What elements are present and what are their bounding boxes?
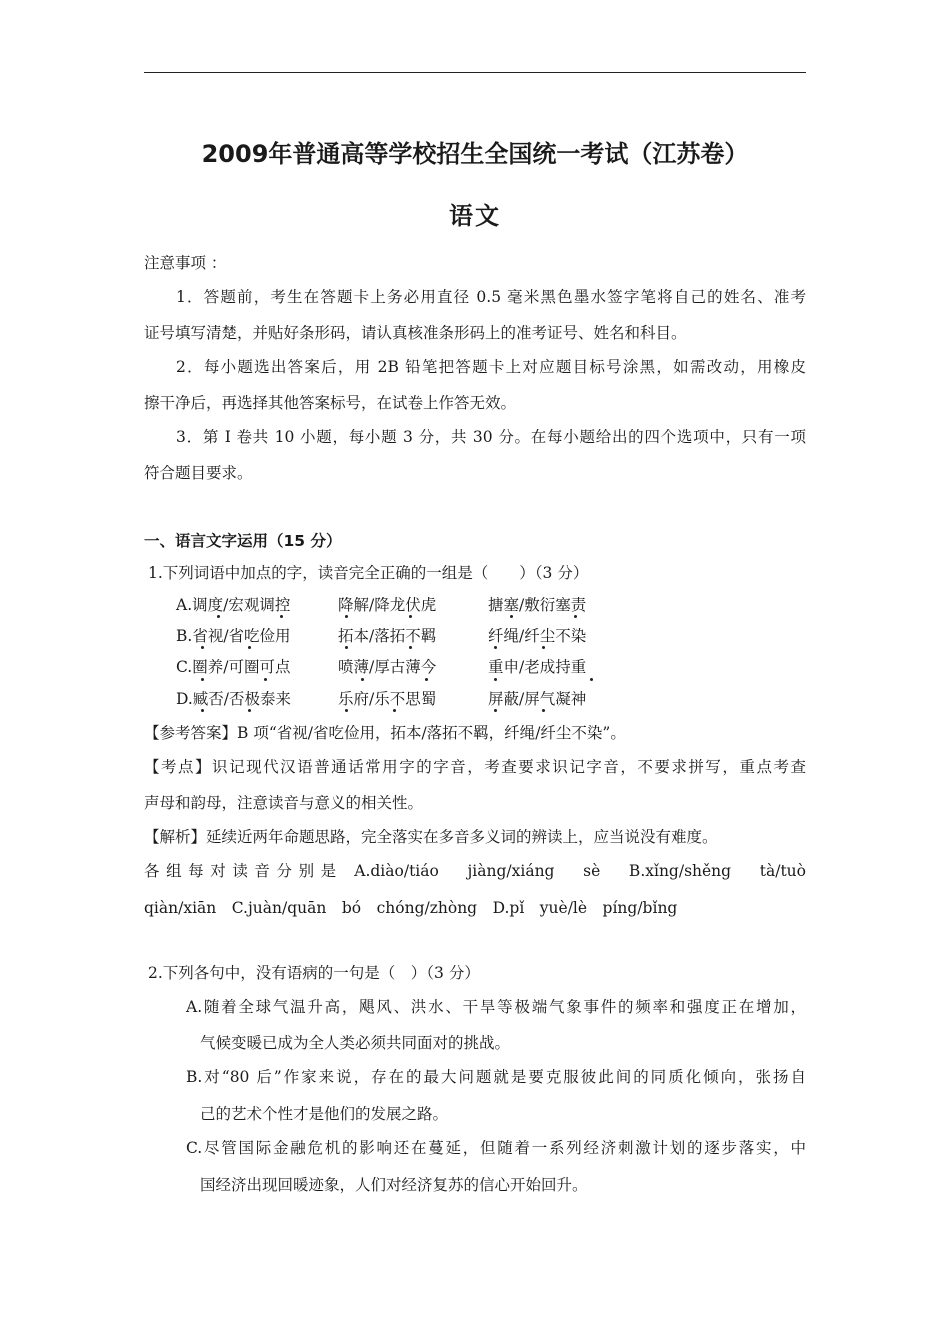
emphasis-dot — [345, 615, 348, 618]
emphasis-dot — [494, 678, 497, 681]
q1-stem: 1.下列词语中加点的字，读音完全正确的一组是（ ）（3 分） — [148, 564, 589, 582]
q1-option-b-2: 拓本/落拓不羁 — [338, 627, 437, 645]
emphasis-dot — [201, 709, 204, 712]
emphasis-dot — [201, 678, 204, 681]
q1-option-c-1: C.圈养/可圈可点 — [176, 658, 291, 676]
emphasis-dot — [248, 709, 251, 712]
q1-option-a-1: A.调度/宏观调控 — [176, 596, 291, 614]
subject-title: 语文 — [449, 202, 501, 230]
q1-pinyin-cont: qiàn/xiān C.juàn/quān bó chóng/zhòng D.pǐ yuè/lè píng/bǐng — [144, 899, 678, 917]
q1-answer: 【参考答案】B 项“省视/省吃俭用，拓本/落拓不羁，纤绳/纤尘不染”。 — [144, 724, 626, 742]
emphasis-dot — [201, 646, 204, 649]
notice-line: 证号填写清楚，并贴好条形码，请认真核准条形码上的准考证号、姓名和科目。 — [144, 324, 687, 342]
q1-option-c-3: 重申/老成持重 — [488, 658, 587, 676]
emphasis-dot — [542, 709, 545, 712]
emphasis-dot — [264, 678, 267, 681]
q1-option-d-1: D.臧否/否极泰来 — [176, 690, 292, 708]
section-heading: 一、语言文字运用（15 分） — [144, 532, 342, 550]
notice-heading: 注意事项 ： — [144, 254, 227, 272]
q2-option-a-cont: 气候变暖已成为全人类必须共同面对的挑战。 — [200, 1034, 511, 1052]
notice-line: 符合题目要求。 — [144, 464, 253, 482]
q1-point-cont: 声母和韵母，注意读音与意义的相关性。 — [144, 794, 424, 812]
emphasis-dot — [393, 709, 396, 712]
q1-option-b-3: 纤绳/纤尘不染 — [488, 627, 587, 645]
emphasis-dot — [248, 646, 251, 649]
top-rule — [144, 72, 806, 73]
emphasis-dot — [280, 615, 283, 618]
notice-line: 3．第 I 卷共 10 小题，每小题 3 分，共 30 分。在每小题给出的四个选项中，只有一项 — [176, 428, 806, 446]
q2-option-b: B.对“80 后”作家来说，存在的最大问题就是要克服彼此间的同质化倾向，张扬自 — [186, 1068, 806, 1086]
emphasis-dot — [409, 646, 412, 649]
emphasis-dot — [345, 646, 348, 649]
emphasis-dot — [217, 615, 220, 618]
q1-option-a-3: 搪塞/敷衍塞责 — [488, 596, 587, 614]
notice-line: 擦干净后，再选择其他答案标号，在试卷上作答无效。 — [144, 394, 517, 412]
emphasis-dot — [574, 615, 577, 618]
emphasis-dot — [494, 709, 497, 712]
q1-option-d-2: 乐府/乐不思蜀 — [338, 690, 437, 708]
q2-option-c-cont: 国经济出现回暖迹象，人们对经济复苏的信心开始回升。 — [200, 1176, 588, 1194]
notice-line: 2．每小题选出答案后，用 2B 铅笔把答题卡上对应题目标号涂黑，如需改动，用橡皮 — [176, 358, 806, 376]
q1-option-a-2: 降解/降龙伏虎 — [338, 596, 437, 614]
emphasis-dot — [345, 709, 348, 712]
q2-option-b-cont: 己的艺术个性才是他们的发展之路。 — [200, 1105, 449, 1123]
emphasis-dot — [425, 678, 428, 681]
emphasis-dot — [494, 646, 497, 649]
emphasis-dot — [409, 615, 412, 618]
q1-analysis: 【解析】延续近两年命题思路，完全落实在多音多义词的辨读上，应当说没有难度。 — [144, 828, 718, 846]
notice-line: 1．答题前，考生在答题卡上务必用直径 0.5 毫米黑色墨水签字笔将自己的姓名、准考 — [176, 288, 806, 306]
q2-option-a: A.随着全球气温升高，飓风、洪水、干旱等极端气象事件的频率和强度正在增加， — [186, 998, 806, 1016]
q1-option-d-3: 屏蔽/屏气凝神 — [488, 690, 587, 708]
q2-stem: 2.下列各句中，没有语病的一句是（ ）（3 分） — [148, 964, 480, 982]
emphasis-dot — [510, 615, 513, 618]
emphasis-dot — [361, 678, 364, 681]
q1-option-c-2: 喷薄/厚古薄今 — [338, 658, 437, 676]
exam-title: 2009年普通高等学校招生全国统一考试（江苏卷） — [201, 140, 749, 168]
q2-option-c: C.尽管国际金融危机的影响还在蔓延，但随着一系列经济刺激计划的逐步落实，中 — [186, 1139, 806, 1157]
q1-option-b-1: B.省视/省吃俭用 — [176, 627, 291, 645]
q1-point: 【考点】识记现代汉语普通话常用字的字音，考查要求识记字音，不要求拼写，重点考查 — [144, 758, 806, 776]
emphasis-dot — [542, 646, 545, 649]
emphasis-dot — [590, 678, 593, 681]
q1-pinyin: 各组每对读音分别是 A.diào/tiáo jiàng/xiáng sè B.xǐng/shěng tà/tuò — [144, 862, 806, 880]
